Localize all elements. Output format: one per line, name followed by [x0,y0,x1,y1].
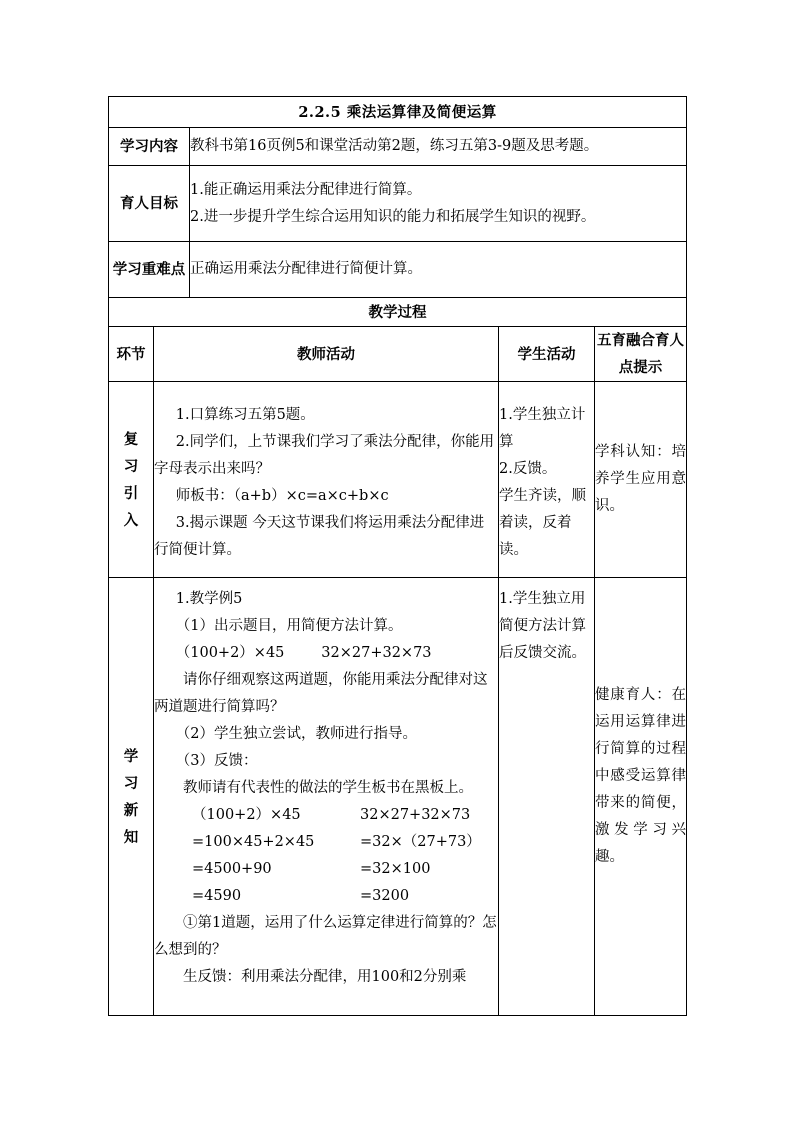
calc-row: =100×45+2×45 =32×（27+73） [192,834,481,850]
teacher-line: ①第1道题，运用了什么运算定律进行简算的？怎么想到的？ [154,915,497,958]
goal-label: 育人目标 [109,166,190,242]
teacher-line: 请你仔细观察这两道题，你能用乘法分配律对这两道题进行简算吗？ [154,672,488,715]
review-teacher-activity [154,382,499,578]
calc-row: （100+2）×45 32×27+32×73 [192,807,471,823]
teacher-line: （1）出示题目，用简便方法计算。 [175,618,403,634]
review-student-activity [499,382,595,578]
calc-row: =4500+90 =32×100 [192,861,431,877]
newlearn-row [109,578,687,1016]
stage-newlearn: 学 习 新 知 [109,578,154,1016]
stage-review: 复 习 引 入 [109,382,154,578]
review-row [109,382,687,578]
newlearn-hint: 健康育人：在运用运算律进行简算的过程中感受运算律带来的简便，激发学习兴趣。 [595,578,687,1016]
goal-item: 1.能正确运用乘法分配律进行简算。 [190,181,422,198]
student-line: 学生齐读，顺着读，反着读。 [499,488,586,558]
content-label: 学习内容 [109,128,190,166]
teacher-line: 生反馈：利用乘法分配律，用100和2分别乘 [183,969,467,985]
review-hint: 学科认知：培养学生应用意识。 [595,382,687,578]
header-teacher: 教师活动 [154,327,499,382]
teacher-line: 教师请有代表性的做法的学生板书在黑板上。 [183,780,473,796]
teacher-line: 1.教学例5 [175,591,243,607]
title-row [109,97,687,128]
goal-item: 2.进一步提升学生综合运用知识的能力和拓展学生知识的视野。 [190,208,596,225]
teacher-line: （3）反馈： [175,753,258,769]
key-text: 正确运用乘法分配律进行简便计算。 [190,242,687,298]
newlearn-student-activity: 1.学生独立用简便方法计算后反馈交流。 [499,578,595,1016]
header-student: 学生活动 [499,327,595,382]
teacher-line: 2.同学们，上节课我们学习了乘法分配律，你能用字母表示出来吗？ [154,434,495,477]
newlearn-teacher-activity [154,578,499,1016]
key-row [109,242,687,298]
goal-row [109,166,687,242]
teacher-line: 3.揭示课题 今天这节课我们将运用乘法分配律进行简便计算。 [154,515,485,558]
lesson-title: 2.2.5 乘法运算律及简便运算 [109,97,687,128]
teacher-line: （2）学生独立尝试，教师进行指导。 [175,726,417,742]
header-row [109,327,687,382]
content-row [109,128,687,166]
lesson-plan-table [108,96,687,1016]
calc-row: =4590 =3200 [192,888,410,904]
goal-text [190,166,687,242]
teacher-line: （100+2）×45 32×27+32×73 [175,645,432,661]
key-label: 学习重难点 [109,242,190,298]
student-line: 1.学生独立计算 [499,407,586,450]
header-stage: 环节 [109,327,154,382]
teacher-line: 师板书：（a+b）×c=a×c+b×c [175,488,389,504]
header-hint: 五育融合育人点提示 [595,327,687,382]
student-line: 2.反馈。 [499,461,557,477]
teacher-line: 1.口算练习五第5题。 [175,407,315,423]
process-title: 教学过程 [109,298,687,327]
content-text: 教科书第16页例5和课堂活动第2题，练习五第3-9题及思考题。 [190,128,687,166]
process-row [109,298,687,327]
